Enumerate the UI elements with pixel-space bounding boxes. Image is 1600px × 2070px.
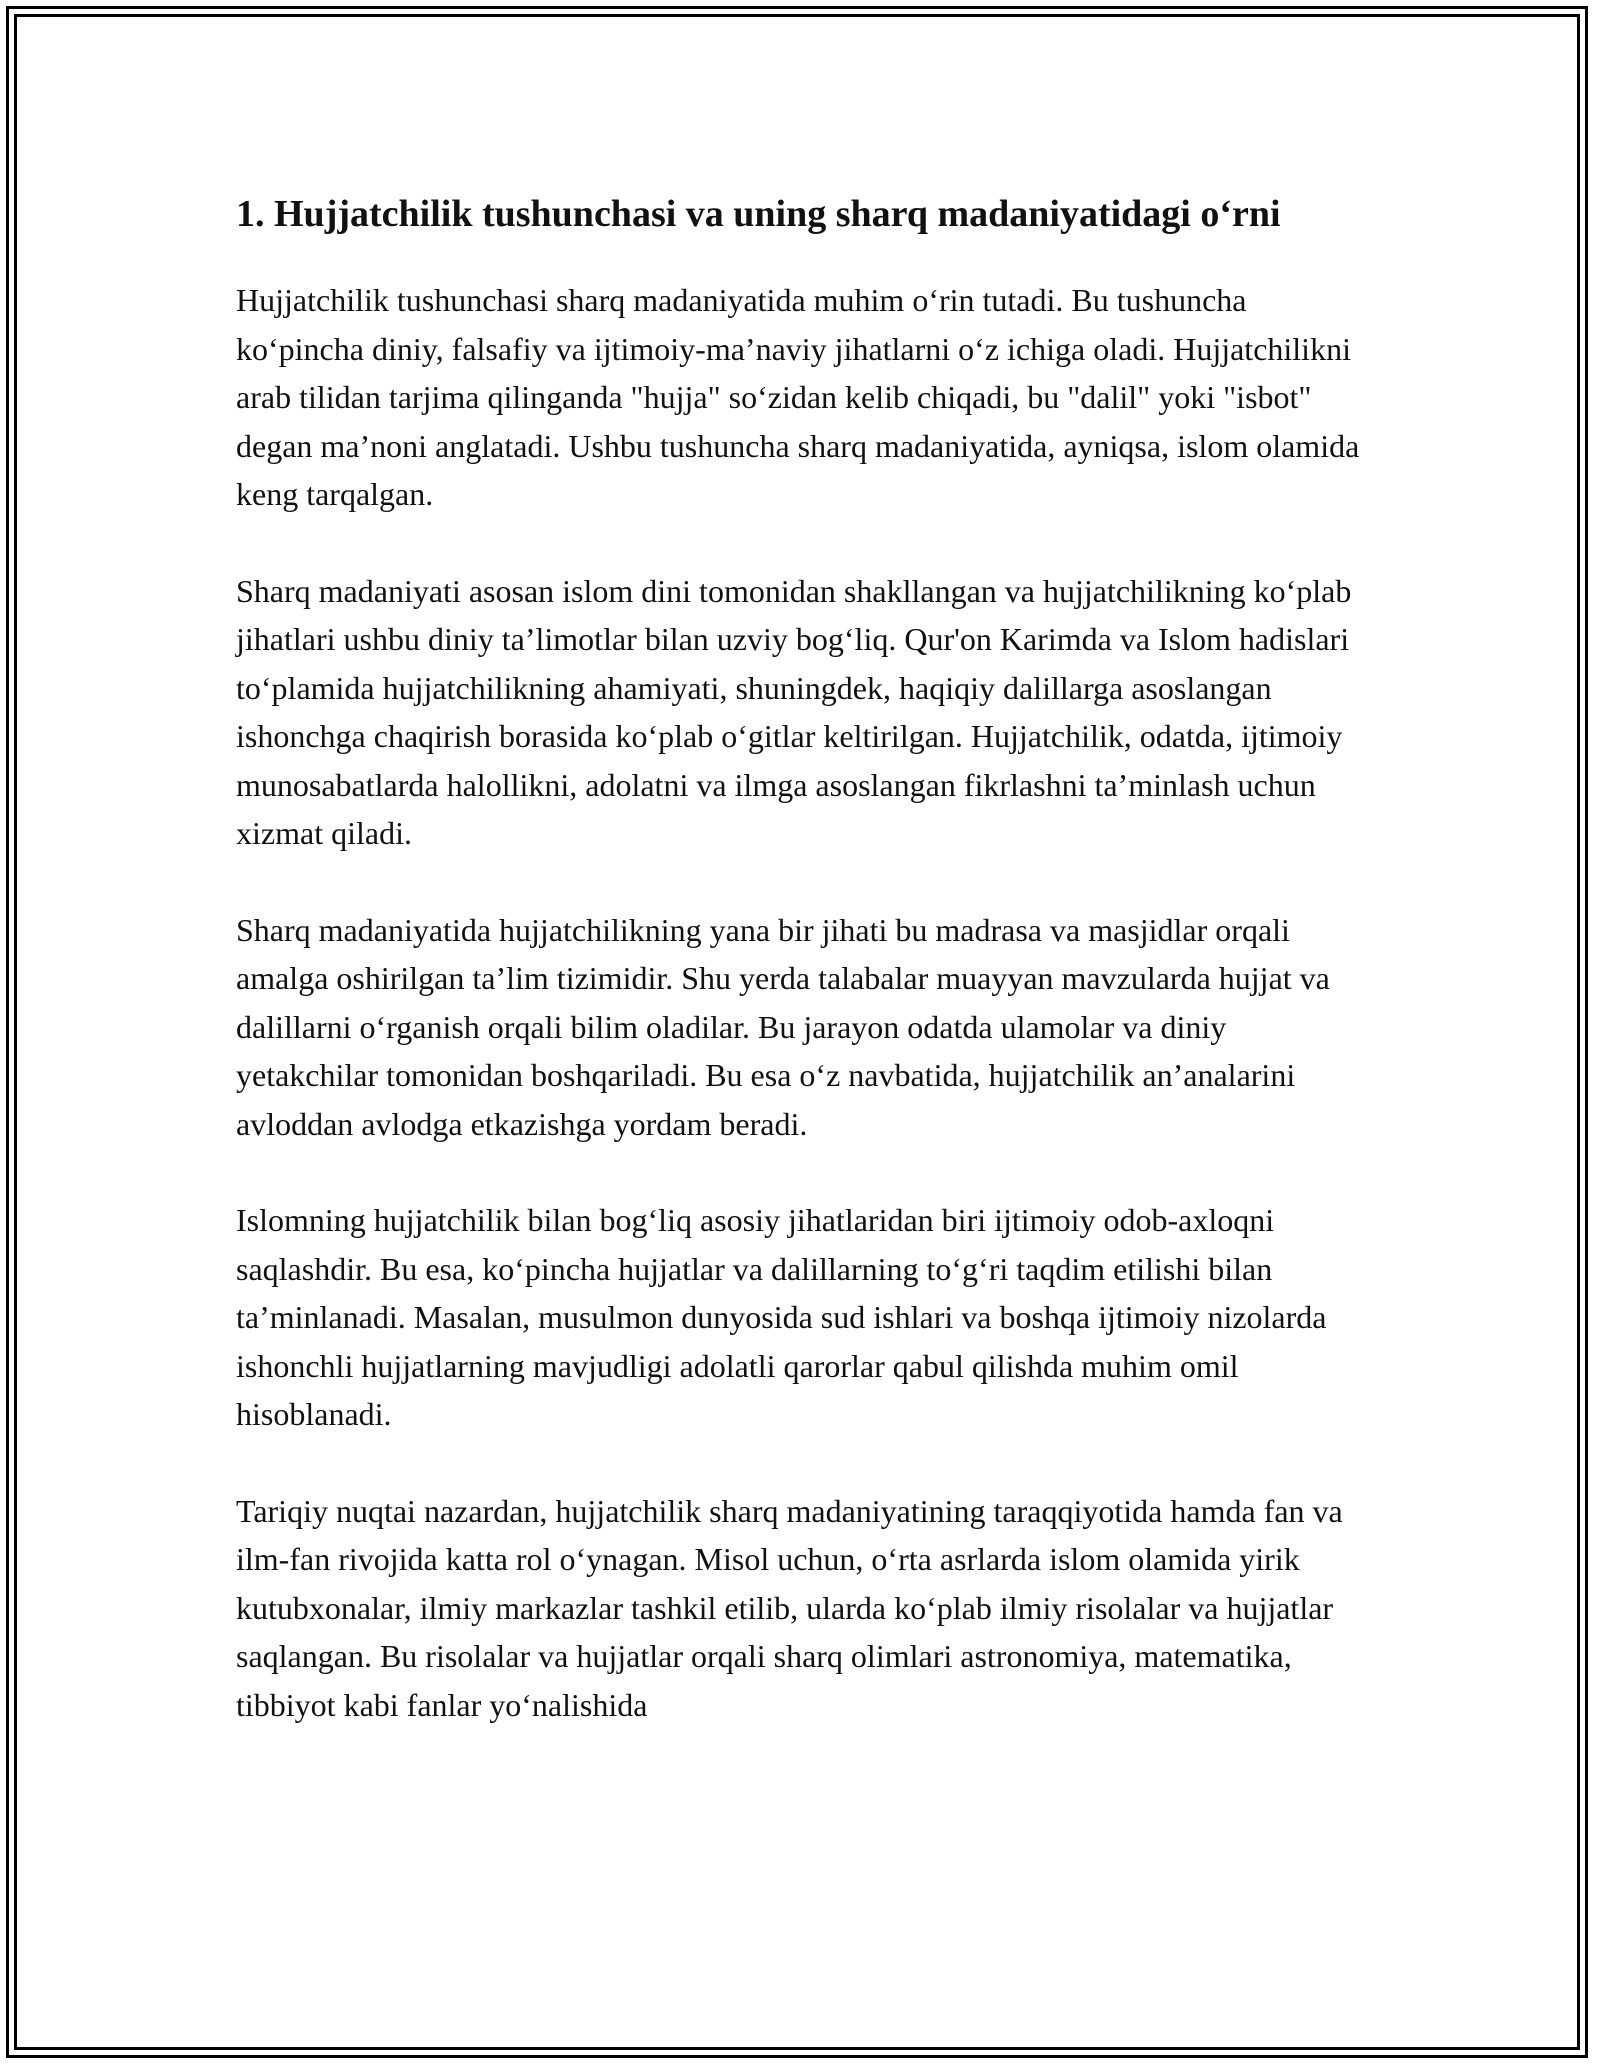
paragraph: Tariqiy nuqtai nazardan, hujjatchilik sharq madaniyatining taraqqiyotida hamda fan va ilm-fan rivojida katta rol o‘ynagan. Misol uchun, o‘rta asrlarda islom olamida yirik kutubxonalar, ilmiy markazlar tashkil etilib, ularda ko‘plab ilmiy risolalar va hujjatlar saqlangan. Bu risolalar va hujjatlar orqali sharq olimlari astronomiya, matematika, tibbiyot kabi fanlar yo‘nalishida (236, 1492, 1343, 1723)
paragraph: Islomning hujjatchilik bilan bog‘liq asosiy jihatlaridan biri ijtimoiy odob-axloqni saqlashdir. Bu esa, ko‘pincha hujjatlar va dalillarning to‘g‘ri taqdim etilishi bilan ta’minlanadi. Masalan, musulmon dunyosida sud ishlari va boshqa ijtimoiy nizolarda ishonchli hujjatlarning mavjudligi adolatli qarorlar qabul qilishda muhim omil hisoblanadi. (236, 1202, 1327, 1432)
section-heading: 1. Hujjatchilik tushunchasi va uning sharq madaniyatidagi o‘rni (236, 193, 1281, 235)
paragraph: Hujjatchilik tushunchasi sharq madaniyatida muhim o‘rin tutadi. Bu tushuncha ko‘pincha diniy, falsafiy va ijtimoiy-ma’naviy jihatlarni o‘z ichiga oladi. Hujjatchilikni arab tilidan tarjima qilinganda "hujja" so‘zidan kelib chiqadi, bu "dalil" yoki "isbot" degan ma’noni anglatadi. Ushbu tushuncha sharq madaniyatida, ayniqsa, islom olamida keng tarqalgan. (236, 282, 1360, 512)
paragraph: Sharq madaniyatida hujjatchilikning yana bir jihati bu madrasa va masjidlar orqali amalga oshirilgan ta’lim tizimidir. Shu yerda talabalar muayyan mavzularda hujjat va dalillarni o‘rganish orqali bilim oladilar. Bu jarayon odatda ulamolar va diniy yetakchilar tomonidan boshqariladi. Bu esa o‘z navbatida, hujjatchilik an’analarini avloddan avlodga etkazishga yordam beradi. (236, 911, 1330, 1142)
page-content (236, 186, 1376, 1777)
paragraph: Sharq madaniyati asosan islom dini tomonidan shakllangan va hujjatchilikning ko‘plab jihatlari ushbu diniy ta’limotlar bilan uzviy bog‘liq. Qur'on Karimda va Islom hadislari to‘plamida hujjatchilikning ahamiyati, shuningdek, haqiqiy dalillarga asoslangan ishonchga chaqirish borasida ko‘plab o‘gitlar keltirilgan. Hujjatchilik, odatda, ijtimoiy munosabatlarda halollikni, adolatni va ilmga asoslangan fikrlashni ta’minlash uchun xizmat qiladi. (236, 572, 1352, 851)
